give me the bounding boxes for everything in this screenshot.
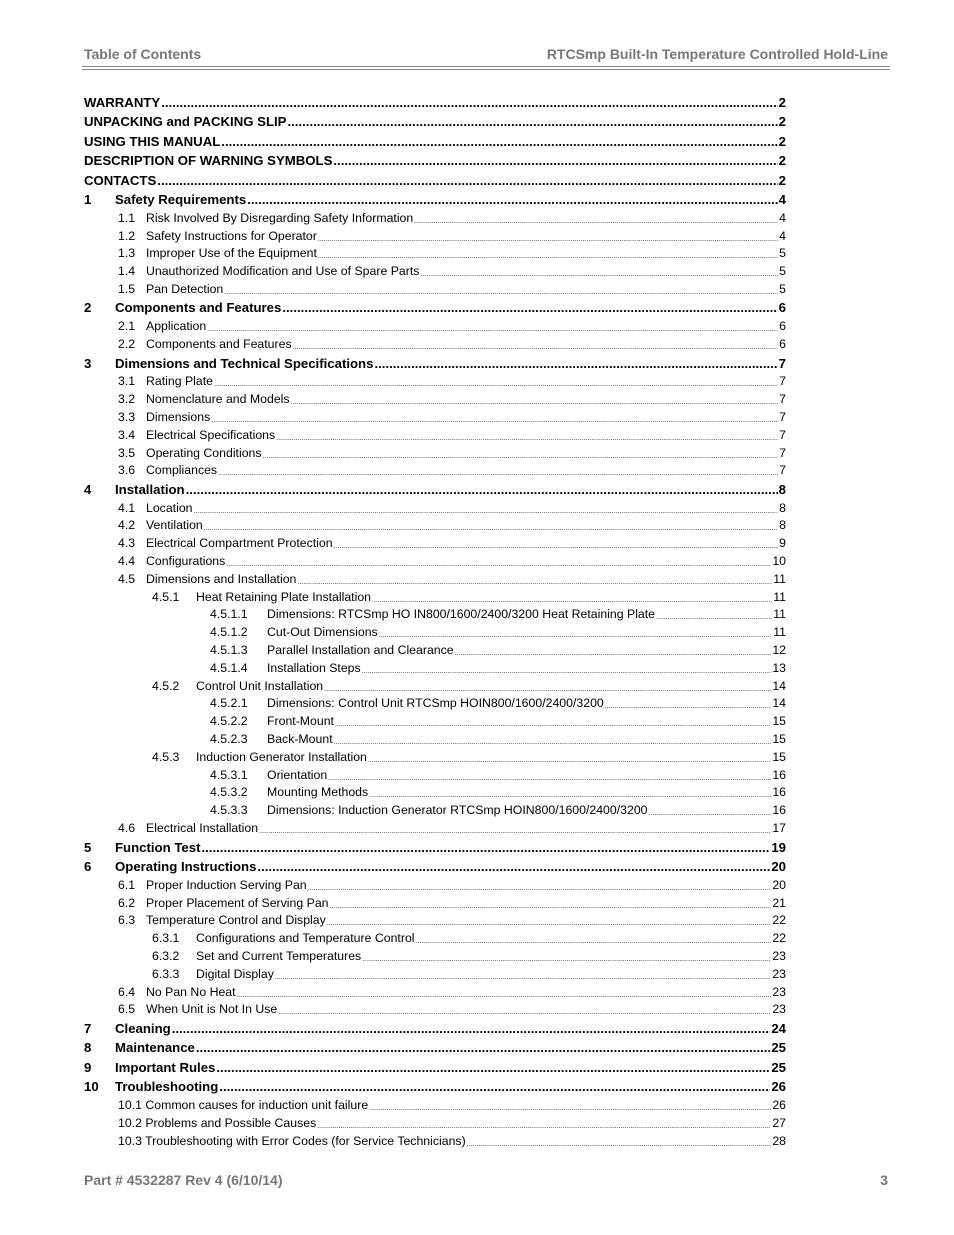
toc-entry-page: 26 [772,1098,786,1113]
toc-entry-page: 5 [779,281,786,296]
toc-dot-leader [291,399,779,406]
toc-entry-title: Digital Display [196,966,274,981]
toc-entry-number: 4.5.3.1 [210,767,248,782]
toc-entry-number: 6.3.3 [152,966,180,981]
toc-entry-title: Electrical Compartment Protection [146,536,333,551]
toc-entry-page: 5 [779,264,786,279]
toc-dot-leader [237,992,772,999]
toc-entry-title: Risk Involved By Disregarding Safety Information [146,210,414,225]
toc-entry-page: 25 [771,1059,786,1075]
toc-entry[interactable] [84,835,786,855]
toc-entry[interactable] [84,999,786,1017]
toc-entry-title: Safety Requirements [115,192,247,207]
toc-entry-page: 23 [772,966,786,981]
toc-entry-number: 2.2 [118,337,136,352]
toc-dot-leader [333,153,777,168]
toc-entry[interactable] [84,296,786,316]
toc-entry[interactable] [84,1075,786,1095]
toc-entry-page: 11 [773,589,786,604]
toc-entry-title: Operating Instructions [115,859,257,874]
toc-entry-page: 2 [778,133,786,149]
toc-entry-title: Location [146,500,193,515]
toc-entry-title: Dimensions and Technical Specifications [115,355,374,371]
toc-entry-title: Compliances [146,463,218,478]
toc-entry-number: 3.1 [118,374,136,389]
toc-entry[interactable] [84,460,786,478]
toc-dot-leader [278,1009,771,1016]
toc-entry-page: 27 [772,1115,786,1130]
toc-entry-number: 1.4 [118,264,136,279]
toc-dot-leader [308,885,772,892]
toc-entry-page: 7 [779,445,786,460]
toc-entry-page: 7 [779,374,786,389]
footer-part-number: Part # 4532287 Rev 4 (6/10/14) [84,1172,283,1188]
header-document-title: RTCSmp Built-In Temperature Controlled Hold-Line [546,46,888,62]
toc-entry-title: Nomenclature and Models [146,392,290,407]
toc-entry-title: Control Unit Installation [196,678,324,693]
toc-entry[interactable] [84,568,786,586]
toc-entry-page: 9 [779,536,786,551]
table-of-contents [84,90,786,1148]
toc-entry[interactable] [84,351,786,371]
toc-entry-number: 4.1 [118,500,136,515]
toc-entry-page: 11 [773,607,786,622]
toc-entry-page: 4 [778,192,786,207]
toc-entry-title: Dimensions: Control Unit RTCSmp HOIN800/1600/2400/3200 [267,696,604,711]
toc-dot-leader [259,828,771,835]
toc-entry[interactable] [84,945,786,963]
toc-entry-number: 4.3 [118,536,136,551]
toc-entry-number: 6 [84,859,92,874]
toc-entry[interactable] [84,278,786,296]
toc-entry[interactable] [84,149,786,169]
toc-entry-number: 6.3.1 [152,931,180,946]
toc-entry[interactable] [84,1130,786,1148]
toc-dot-leader [374,356,777,371]
toc-entry-number: 6.5 [118,1002,136,1017]
toc-entry-page: 22 [772,931,786,946]
toc-entry-page: 6 [779,319,786,334]
toc-entry[interactable] [84,315,786,333]
toc-entry-title: Orientation [267,767,328,782]
toc-entry[interactable] [84,188,786,208]
toc-entry-title: Safety Instructions for Operator [146,228,317,243]
toc-entry-number: 4.5.2.3 [210,732,248,747]
toc-dot-leader [318,236,778,243]
toc-entry-title: Installation [115,481,185,497]
toc-entry-page: 23 [772,948,786,963]
toc-entry[interactable] [84,532,786,550]
toc-entry-number: 6.3 [118,913,136,928]
toc-entry-number: 4.5.1.1 [210,607,248,622]
toc-entry-title: Troubleshooting [115,1079,219,1095]
toc-entry-page: 22 [772,913,786,928]
toc-entry[interactable] [84,621,786,639]
toc-entry-number: 5 [84,839,92,855]
toc-entry-number: 1.1 [118,210,136,225]
toc-entry-number: 3.5 [118,445,136,460]
toc-entry-number: 3.3 [118,409,136,424]
toc-entry-number: 4 [84,481,92,497]
toc-entry-title: Pan Detection [146,281,224,296]
toc-entry[interactable] [84,657,786,675]
toc-entry-page: 10 [772,554,786,569]
toc-entry-title: Important Rules [115,1059,216,1075]
toc-entry-page: 6 [778,300,786,316]
toc-entry-title: Mounting Methods [267,785,369,800]
toc-entry-title: Set and Current Temperatures [196,948,362,963]
toc-entry-number: 6.4 [118,984,136,999]
toc-dot-leader [297,579,772,586]
toc-entry-page: 8 [779,518,786,533]
toc-entry-page: 6 [779,337,786,352]
toc-entry-page: 8 [778,481,786,497]
toc-entry-number: 1.5 [118,281,136,296]
toc-entry-number: 4.5.3.3 [210,803,248,818]
toc-entry-number: 4.5.1.2 [210,625,248,640]
toc-dot-leader [282,300,777,315]
toc-dot-leader [219,1079,770,1094]
toc-entry-number: 3.6 [118,463,136,478]
toc-entry-page: 16 [772,803,786,818]
toc-entry-page: 13 [772,660,786,675]
toc-dot-leader [186,482,778,497]
toc-entry-number: 4.5.3 [152,749,180,764]
toc-entry-number: 4.5.1 [152,589,180,604]
toc-entry-page: 24 [771,1020,786,1036]
toc-entry-number: 8 [84,1040,92,1056]
toc-entry-number: 6.2 [118,895,136,910]
toc-entry-title: No Pan No Heat [146,984,236,999]
toc-entry-page: 20 [772,877,786,892]
toc-entry-title: When Unit is Not In Use [146,1002,278,1017]
toc-dot-leader [330,903,772,910]
toc-entry[interactable] [84,855,786,875]
toc-dot-leader [379,632,773,639]
toc-entry-title: Cut-Out Dimensions [267,625,378,640]
toc-entry-page: 16 [772,785,786,800]
toc-dot-leader [293,344,779,351]
toc-dot-leader [372,597,772,604]
toc-entry-number: 4.6 [118,821,136,835]
toc-entry-page: 14 [772,678,786,693]
toc-entry-number: 2 [84,300,92,316]
toc-dot-leader [257,859,770,874]
toc-entry[interactable] [84,710,786,728]
toc-entry[interactable] [84,424,786,442]
toc-dot-leader [226,561,771,568]
toc-entry-title: USING THIS MANUAL [84,133,221,149]
toc-entry-number: 7 [84,1020,92,1036]
toc-dot-leader [605,703,772,710]
toc-entry[interactable] [84,963,786,981]
toc-dot-leader [207,326,778,333]
toc-entry-page: 7 [779,409,786,424]
toc-entry-title: WARRANTY [84,94,161,110]
toc-dot-leader [287,114,777,129]
toc-dot-leader [224,289,778,296]
toc-dot-leader [247,192,777,207]
toc-entry-number: 1.3 [118,246,136,261]
toc-dot-leader [194,508,779,515]
toc-entry-page: 2 [778,114,786,129]
toc-dot-leader [656,614,772,621]
toc-entry[interactable] [84,406,786,424]
toc-dot-leader [317,1123,771,1130]
toc-dot-leader [414,218,778,225]
toc-entry-number: 4.2 [118,518,136,533]
toc-entry[interactable] [84,799,786,817]
toc-entry-number: 4.5.2.2 [210,714,248,729]
toc-entry-number: 2.1 [118,319,136,334]
toc-entry[interactable] [84,728,786,746]
toc-entry[interactable] [84,260,786,278]
toc-entry-page: 23 [772,1002,786,1017]
toc-entry[interactable] [84,388,786,406]
toc-entry-title: Configurations and Temperature Control [196,931,415,946]
footer-page-number: 3 [880,1172,888,1188]
toc-entry-title: Dimensions [146,409,211,424]
toc-entry-page: 15 [772,714,786,729]
toc-entry-title: Proper Placement of Serving Pan [146,895,329,910]
toc-entry-title: Installation Steps [267,660,361,675]
toc-dot-leader [649,810,772,817]
toc-dot-leader [467,1141,772,1148]
toc-entry-page: 15 [772,749,786,764]
toc-dot-leader [416,938,772,945]
toc-entry[interactable] [84,207,786,225]
toc-entry-number: 9 [84,1059,92,1075]
toc-entry-page: 7 [778,355,786,371]
toc-dot-leader [318,253,778,260]
toc-entry-page: 16 [772,767,786,782]
toc-dot-leader [362,956,771,963]
toc-dot-leader [362,668,772,675]
toc-entry-title: Components and Features [115,300,282,316]
toc-entry[interactable] [84,1094,786,1112]
toc-entry-number: 4.5.1.3 [210,643,248,658]
toc-dot-leader [157,173,777,188]
toc-entry-title: 10.1 Common causes for induction unit failure [118,1098,369,1113]
toc-entry-title: Front-Mount [267,714,334,729]
toc-entry-number: 4.5 [118,571,136,586]
toc-entry-page: 17 [772,821,786,835]
header-divider [82,66,890,67]
toc-entry-page: 7 [779,463,786,478]
toc-entry-page: 28 [772,1133,786,1148]
toc-entry-page: 12 [772,643,786,658]
toc-entry-title: Heat Retaining Plate Installation [196,589,371,604]
toc-entry[interactable] [84,927,786,945]
toc-entry[interactable] [84,477,786,497]
toc-entry-number: 4.5.1.4 [210,660,248,675]
toc-entry-title: Proper Induction Serving Pan [146,877,307,892]
toc-entry-page: 5 [779,246,786,261]
toc-entry[interactable] [84,110,786,130]
toc-entry[interactable] [84,497,786,515]
toc-entry[interactable] [84,243,786,261]
toc-entry-title: 10.3 Troubleshooting with Error Codes (for Service Technicians) [118,1133,466,1148]
toc-dot-leader [201,840,770,855]
toc-dot-leader [214,381,778,388]
toc-entry-page: 23 [772,984,786,999]
toc-entry[interactable] [84,442,786,460]
toc-entry-page: 8 [779,500,786,515]
toc-entry[interactable] [84,129,786,149]
toc-entry[interactable] [84,1112,786,1130]
toc-dot-leader [420,271,778,278]
toc-entry[interactable] [84,371,786,389]
toc-entry-title: Dimensions: RTCSmp HO IN800/1600/2400/3200 Heat Retaining Plate [267,607,656,622]
toc-entry-title: CONTACTS [84,172,157,188]
toc-entry-page: 25 [771,1040,786,1056]
toc-entry[interactable] [84,693,786,711]
toc-dot-leader [218,470,778,477]
toc-entry-page: 26 [771,1079,786,1095]
toc-entry-title: DESCRIPTION OF WARNING SYMBOLS [84,153,333,168]
toc-entry[interactable] [84,604,786,622]
toc-entry-title: Improper Use of the Equipment [146,246,317,261]
toc-entry[interactable] [84,1055,786,1075]
toc-entry[interactable] [84,746,786,764]
toc-dot-leader [275,974,771,981]
toc-dot-leader [221,134,777,149]
toc-dot-leader [368,757,771,764]
toc-entry-number: 3.2 [118,392,136,407]
toc-entry[interactable] [84,639,786,657]
toc-entry[interactable] [84,675,786,693]
toc-entry-title: Back-Mount [267,732,333,747]
toc-entry[interactable] [84,981,786,999]
toc-entry-title: Dimensions and Installation [146,571,297,586]
toc-entry-page: 19 [771,839,786,855]
toc-entry[interactable] [84,764,786,782]
toc-entry[interactable] [84,515,786,533]
toc-entry-page: 7 [779,392,786,407]
toc-entry-page: 11 [773,571,786,586]
toc-dot-leader [328,775,771,782]
toc-entry[interactable] [84,1036,786,1056]
toc-entry-page: 2 [778,172,786,188]
toc-dot-leader [327,920,772,927]
toc-entry[interactable] [84,782,786,800]
toc-dot-leader [369,792,771,799]
toc-dot-leader [369,1105,771,1112]
toc-entry-title: Configurations [146,554,226,569]
toc-entry-page: 14 [772,696,786,711]
toc-dot-leader [172,1021,771,1036]
toc-entry-title: Function Test [115,839,201,855]
toc-entry-page: 2 [778,153,786,168]
toc-entry-title: 10.2 Problems and Possible Causes [118,1115,317,1130]
toc-entry-number: 6.1 [118,877,136,892]
toc-entry[interactable] [84,90,786,110]
toc-entry-number: 4.5.2 [152,678,180,693]
toc-entry-page: 7 [779,427,786,442]
toc-entry[interactable] [84,910,786,928]
toc-entry-title: Maintenance [115,1040,195,1056]
toc-entry-page: 2 [778,94,786,110]
header-divider [82,69,890,70]
toc-entry-page: 20 [771,859,786,874]
toc-dot-leader [211,417,778,424]
toc-entry[interactable] [84,817,786,835]
toc-entry-number: 1 [84,192,92,207]
toc-entry-title: Ventilation [146,518,203,533]
toc-entry-title: Parallel Installation and Clearance [267,643,454,658]
toc-entry[interactable] [84,892,786,910]
toc-entry-page: 4 [779,228,786,243]
toc-entry-title: Unauthorized Modification and Use of Spare Parts [146,264,420,279]
toc-entry-number: 1.2 [118,228,136,243]
toc-entry-title: Induction Generator Installation [196,749,367,764]
toc-dot-leader [334,543,779,550]
toc-dot-leader [276,435,778,442]
toc-entry[interactable] [84,168,786,188]
toc-entry-title: Rating Plate [146,374,213,389]
toc-entry[interactable] [84,550,786,568]
toc-entry-page: 4 [779,210,786,225]
toc-entry[interactable] [84,225,786,243]
toc-entry[interactable] [84,333,786,351]
toc-entry-number: 3 [84,355,92,371]
toc-dot-leader [161,95,777,110]
toc-entry-number: 3.4 [118,427,136,442]
toc-entry-title: UNPACKING and PACKING SLIP [84,114,287,129]
toc-entry-title: Application [146,319,207,334]
toc-entry-number: 4.4 [118,554,136,569]
toc-dot-leader [216,1060,770,1075]
toc-entry-title: Components and Features [146,337,292,352]
toc-entry-number: 6.3.2 [152,948,180,963]
toc-dot-leader [455,650,772,657]
toc-entry-title: Electrical Installation [146,821,259,835]
toc-entry-title: Operating Conditions [146,445,262,460]
toc-entry-number: 10 [84,1079,99,1095]
header-section-title: Table of Contents [84,46,202,62]
toc-dot-leader [334,739,772,746]
toc-dot-leader [196,1040,770,1055]
toc-entry[interactable] [84,874,786,892]
toc-entry-title: Temperature Control and Display [146,913,326,928]
toc-dot-leader [335,721,771,728]
toc-entry[interactable] [84,586,786,604]
toc-entry-title: Dimensions: Induction Generator RTCSmp HOIN800/1600/2400/3200 [267,803,648,818]
toc-entry-title: Cleaning [115,1020,171,1036]
toc-entry-page: 21 [772,895,786,910]
toc-dot-leader [204,525,778,532]
toc-entry-page: 11 [773,625,786,640]
toc-entry[interactable] [84,1016,786,1036]
toc-entry-number: 4.5.3.2 [210,785,248,800]
toc-dot-leader [263,453,779,460]
toc-entry-page: 15 [772,732,786,747]
toc-entry-title: Electrical Specifications [146,427,276,442]
toc-entry-number: 4.5.2.1 [210,696,248,711]
toc-dot-leader [324,686,771,693]
